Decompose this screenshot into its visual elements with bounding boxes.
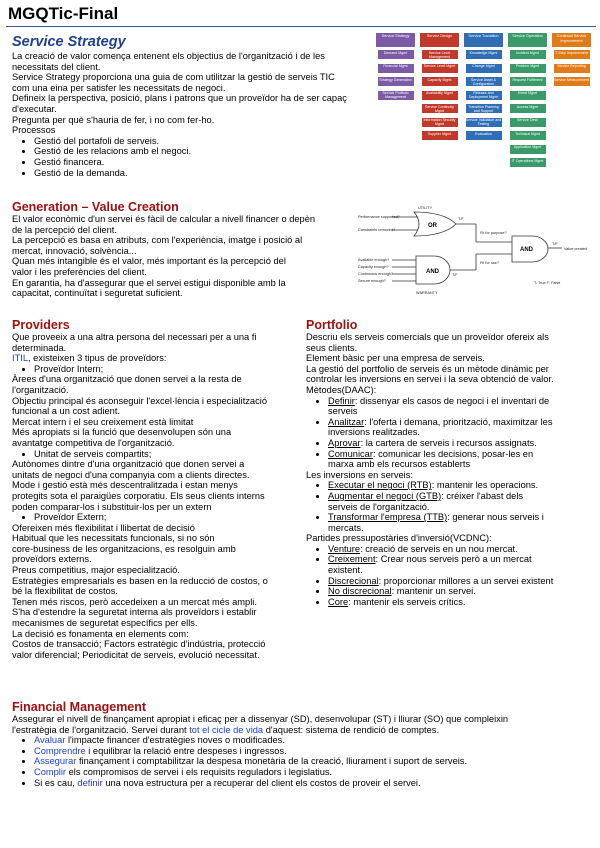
investments-list	[306, 480, 596, 533]
lifecycle-process-box: Supplier Mgmt	[422, 131, 458, 140]
provider-type-1-text	[12, 374, 300, 448]
budget-item-term: No discrecional	[328, 586, 392, 597]
prov-t2-line-3: protegits sota el paraigües corporatiu. Els seus clients interns	[12, 490, 265, 501]
portfolio-section	[306, 318, 596, 607]
gen-line-7: capacitat, continuïtat i seguretat suficient.	[12, 288, 183, 299]
prov-t1-line-6: avantatge competitiva de l'organització.	[12, 437, 175, 448]
port-intro-line-1: seus clients.	[306, 342, 358, 353]
investment-item: • Augmentar el negoci (GTB): créixer l'abast dels serveis de l'organització.	[328, 491, 596, 512]
gen-line-3: mercat, innovació, solvència...	[12, 245, 137, 256]
prov-t3-line-2: core-business de les organitzacions, es resolguin amb	[12, 543, 236, 554]
lifecycle-process-box: Service Level Management	[422, 50, 458, 59]
port-intro-line-4: controlar les inversions en servei i la seva obtenció de valor.	[306, 374, 554, 385]
input-capacity: Capacity enough?	[358, 265, 389, 269]
provider-type-3-text	[12, 523, 300, 661]
lifecycle-process-box: Service Reporting	[554, 64, 590, 73]
itil-line	[12, 353, 300, 364]
lifecycle-column-header: Service Transition	[464, 33, 503, 47]
budget-title: Partides pressupostàries d'inversió(VCDNC):	[306, 533, 492, 544]
fit-for-purpose-label: Fit for purpose?	[480, 231, 507, 235]
budget-item-term: Venture	[328, 543, 361, 554]
provider-type-1	[12, 364, 300, 375]
input-secure: Secure enough?	[358, 279, 386, 283]
lifecycle-process-box: Strategy Generation	[378, 77, 414, 86]
budget-item-term: Creixement	[328, 554, 376, 565]
provider-type-2-label: • Unitat de serveis compartits;	[34, 449, 300, 460]
investments-title: Les inversions en serveis:	[306, 469, 413, 480]
lifecycle-process-box: Service Desk	[510, 118, 546, 127]
lifecycle-process-box: Access Mgmt	[510, 104, 546, 113]
provider-type-2	[12, 449, 300, 460]
port-intro-line-5: Mètodes(DAAC):	[306, 384, 377, 395]
prov-intro-line-1: determinada.	[12, 342, 67, 353]
service-strategy-section	[12, 34, 372, 178]
financial-item: • Assegurar finançament i comptabilitzar la despesa monetària de la creació, lliurament i suport de serveis.	[34, 756, 596, 767]
method-item-term: Aprovar	[328, 437, 361, 448]
providers-heading: Providers	[12, 318, 70, 332]
provider-type-3-label: • Proveïdor Extern;	[34, 512, 300, 523]
lifecycle-process-box: Information Security Mgmt	[422, 118, 458, 127]
financial-line-2-post: d'aquest: sistema de rendició de comptes.	[263, 724, 440, 735]
financial-link[interactable]: Complir	[34, 766, 67, 777]
input-performance: Performance supported?	[358, 215, 400, 219]
investment-item: • Executar el negoci (RTB): mantenir les operacions.	[328, 480, 596, 491]
investment-item-term: Transformar l'empresa (TTB)	[328, 512, 448, 523]
method-item: • Analitzar: l'oferta i demana, priorització, maximitzar les inversions realitzades.	[328, 417, 596, 438]
gen-line-5: valor i les preferències del client.	[12, 266, 147, 277]
fit-for-use-label: Fit for use?	[480, 261, 499, 265]
lifecycle-process-box: Financial Mgmt	[378, 64, 414, 73]
itil-rest: , existeixen 3 tipus de proveïdors:	[28, 353, 167, 364]
warranty-label: WARRANTY	[416, 291, 438, 295]
provider-type-2-text	[12, 459, 300, 512]
financial-line-2	[12, 725, 596, 736]
ss-line-5: d'executar.	[12, 103, 57, 114]
document-title: MGQTic-Final	[8, 4, 119, 23]
ss-line-4: Defineix la perspectiva, posició, plans i patrons que un proveïdor ha de ser capaç	[12, 93, 347, 104]
methods-list	[306, 396, 596, 470]
prov-t3-line-0: Ofereixen més flexibilitat i llibertat de decisió	[12, 522, 195, 533]
prov-t3-line-3: proveïdors externs.	[12, 554, 92, 565]
financial-link[interactable]: Comprendre	[34, 745, 86, 756]
prov-t3-line-5: Estratègies empresarials es basen en la reducció de costos, o	[12, 575, 268, 586]
input-available: Available enough?	[358, 258, 390, 262]
method-item: • Aprovar: la cartera de serveis i recursos assignats.	[328, 438, 596, 449]
lifecycle-process-box: Service Level Mgmt	[422, 64, 458, 73]
ss-line-1: necessitats del client.	[12, 61, 101, 72]
title-rule	[6, 26, 596, 27]
lifecycle-column-header: Service Operation	[508, 33, 547, 47]
lifecycle-process-box: Technical Mgmt	[510, 131, 546, 140]
provider-type-1-label: • Proveïdor Intern;	[34, 364, 300, 375]
prov-t1-line-0: Àrees d'una organització que donen servei a la resta de	[12, 374, 242, 385]
providers-intro	[12, 332, 300, 353]
tf-label-3: T/F	[552, 242, 558, 246]
service-strategy-text	[12, 51, 372, 136]
service-strategy-heading: Service Strategy	[12, 34, 126, 50]
tf-label-1: T/F	[458, 217, 464, 221]
lifecycle-column-header: Service Strategy	[376, 33, 415, 47]
lifecycle-process-box: Service Asset & Configuration	[466, 77, 502, 86]
budget-item: • Core: mantenir els serveis crítics.	[328, 597, 596, 608]
financial-heading: Financial Management	[12, 700, 147, 714]
ss-line-2: Service Strategy proporciona una guia de com utilitzar la gestió de serveis TIC	[12, 72, 335, 83]
ss-line-0: La creació de valor comença entenent els objectius de l'organització i de les	[12, 51, 325, 61]
lifecycle-process-box: IT Operations Mgmt	[510, 158, 546, 167]
lifecycle-process-box: Service Measurement	[554, 77, 590, 86]
prov-t3-line-8: S'ha d'estendre la seguretat interna als proveïdors i establir	[12, 607, 257, 618]
financial-section	[12, 700, 596, 788]
itil-lifecycle-diagram	[376, 33, 596, 175]
value-created-label: Value created	[564, 247, 588, 251]
budget-item: • Creixement: Crear nous serveis però a un mercat existent.	[328, 554, 596, 575]
lifecycle-column-header: Service Design	[420, 33, 459, 47]
and-gate-1-label: AND	[426, 269, 439, 275]
budget-item-term: Core	[328, 596, 349, 607]
lifecycle-process-box: Transition Planning and Support	[466, 104, 502, 113]
prov-t3-line-11: Costos de transacció; Factors estratègic d'indústria, protecció	[12, 639, 266, 650]
prov-t3-line-12: valor diferencial; Periodicitat de serveis, evolució necessitat.	[12, 649, 260, 660]
lifecycle-process-box: Change Mgmt	[466, 64, 502, 73]
lifecycle-link[interactable]: tot el cicle de vida	[189, 724, 264, 735]
process-item: • Gestió financera.	[34, 157, 372, 168]
ss-line-3: com una eina per satisfer les necessitats de negoci.	[12, 82, 226, 93]
prov-t3-line-4: Preus competitius, major especialització.	[12, 565, 180, 576]
financial-item: • Si es cau, definir una nova estructura per a recuperar del client els costos de proveir el servei.	[34, 778, 596, 789]
gen-line-1: de la percepció del client.	[12, 224, 117, 235]
provider-type-3	[12, 512, 300, 523]
port-intro-line-0: Descriu els serveis comercials que un proveïdor ofereix als	[306, 332, 549, 342]
tf-label-2: T/F	[452, 273, 458, 277]
investment-item-term: Executar el negoci (RTB)	[328, 480, 432, 491]
prov-t3-line-7: Tenen més riscos, però accedeixen a un mercat més ampli.	[12, 596, 257, 607]
prov-t1-line-2: Objectiu principal és aconseguir l'excel·lència i especialització	[12, 395, 267, 406]
method-item-term: Comunicar	[328, 448, 373, 459]
lifecycle-process-box: Service Continuity Mgmt	[422, 104, 458, 113]
investment-item-term: Augmentar el negoci (GTB)	[328, 490, 442, 501]
budget-list	[306, 544, 596, 608]
prov-t1-line-1: l'organització.	[12, 384, 69, 395]
ss-line-6: Pregunta per què s'hauria de fer, i no com fer-ho.	[12, 114, 215, 125]
prov-t1-line-4: Mercat intern i el seu creixement està limitat	[12, 416, 194, 427]
prov-t3-line-1: Habitual que les necessitats funcionals, si no són	[12, 533, 215, 544]
lifecycle-process-box: Problem Mgmt	[510, 64, 546, 73]
and-gate-2-label: AND	[520, 247, 533, 253]
processes-list	[12, 136, 372, 178]
generation-text	[12, 214, 362, 299]
financial-list	[12, 735, 596, 788]
providers-section	[12, 318, 300, 660]
generation-heading: Generation – Value Creation	[12, 200, 179, 214]
financial-line-1: Assegurar el nivell de finançament apropiat i eficaç per a dissenyar (SD), desenvolupar (ST) i lliurar (SO) que compleixin	[12, 714, 509, 724]
lifecycle-process-box: Event Mgmt	[510, 91, 546, 100]
prov-t3-line-10: La decisió es fonamenta en elements com:	[12, 628, 189, 639]
input-continuous: Continuous enough?	[358, 272, 394, 276]
investment-item: • Transformar l'empresa (TTB): generar nous serveis i mercats.	[328, 512, 596, 533]
lifecycle-process-box: Demand Mgmt	[378, 50, 414, 59]
financial-line-2-pre: l'estratègia de l'organització. Servei durant	[12, 724, 190, 735]
budget-item-term: Discrecional	[328, 575, 379, 586]
prov-t2-line-4: poden comparar-los i substituir-los per un extern	[12, 501, 212, 512]
method-item: • Comunicar: comunicar les decisions, posar-les en marxa amb els recursos establerts	[328, 449, 596, 470]
lifecycle-column-header: Continual Service Improvement	[552, 33, 591, 47]
prov-t2-line-0: Autònomes dintre d'una organització que donen servei a	[12, 459, 245, 470]
port-intro-line-3: La gestió del portfolio de serveis és un mètode dinàmic per	[306, 363, 549, 374]
tf-legend: T: True F: False	[534, 281, 561, 285]
gen-line-0: El valor econòmic d'un servei és fàcil de calcular a nivell financer o depèn	[12, 214, 316, 224]
budget-item: • Venture: creació de serveis en un nou mercat.	[328, 544, 596, 555]
process-item: • Gestió del portafoli de serveis.	[34, 136, 372, 147]
gen-line-6: En garantia, ha d'assegurar que el servei estigui disponible amb la	[12, 277, 286, 288]
generation-section	[12, 200, 362, 299]
input-constraints: Constraints removed?	[358, 228, 396, 232]
prov-t1-line-5: Més apropiats si la funció que desenvolupen són una	[12, 427, 232, 438]
prov-t2-line-2: Mode i gestió està més descentralitzada i estan menys	[12, 480, 238, 491]
method-item-term: Definir	[328, 395, 355, 406]
financial-link[interactable]: Assegurar	[34, 756, 77, 767]
value-creation-diagram	[356, 204, 596, 296]
financial-link[interactable]: definir	[77, 777, 103, 788]
lifecycle-process-box: Knowledge Mgmt	[466, 50, 502, 59]
prov-t2-line-1: unitats de negoci d'una companyia com a clients directes.	[12, 469, 250, 480]
lifecycle-process-box: 7-Step Improvement	[554, 50, 590, 59]
itil-link[interactable]: ITIL	[12, 353, 29, 364]
financial-item: • Complir els compromisos de servei i els requisits reguladors i legislatius.	[34, 767, 596, 778]
lifecycle-process-box: Service Validation and Testing	[465, 118, 502, 127]
port-intro-line-2: Element bàsic per una empresa de serveis.	[306, 353, 485, 364]
prov-t3-line-6: bé la flexibilitat de costos.	[12, 586, 118, 597]
budget-item: • Discrecional: proporcionar millores a un servei existent	[328, 576, 596, 587]
financial-link[interactable]: Avaluar	[34, 735, 66, 746]
ss-line-7: Processos	[12, 125, 56, 136]
process-item: • Gestió de les relacions amb el negoci.	[34, 146, 372, 157]
lifecycle-process-box: Request Fulfilment	[510, 77, 546, 86]
gen-line-2: La percepció es basa en atributs, com l'experiència, imatge i posició al	[12, 235, 303, 246]
lifecycle-process-box: Service Portfolio Management	[378, 91, 414, 100]
gen-line-4: Quan més intangible és el valor, més important és la percepció del	[12, 256, 286, 267]
prov-t1-line-3: funcional a un cost adient.	[12, 406, 121, 417]
portfolio-heading: Portfolio	[306, 318, 358, 332]
lifecycle-process-box: Release and Deployment Mgmt	[466, 91, 502, 100]
method-item: • Definir: dissenyar els casos de negoci i el inventari de serveis	[328, 396, 596, 417]
method-item-term: Analitzar	[328, 416, 365, 427]
process-item: • Gestió de la demanda.	[34, 168, 372, 179]
lifecycle-process-box: Availability Mgmt	[422, 91, 458, 100]
financial-item: • Comprendre i equilibrar la relació entre despeses i ingressos.	[34, 746, 596, 757]
portfolio-intro	[306, 332, 596, 396]
budget-item: • No discrecional: mantenir un servei.	[328, 586, 596, 597]
lifecycle-process-box: Evaluation	[466, 131, 502, 140]
utility-label: UTILITY	[418, 206, 433, 210]
lifecycle-process-box: Incident Mgmt	[510, 50, 546, 59]
lifecycle-process-box: Application Mgmt	[510, 145, 546, 154]
prov-intro-line-0: Que proveeix a una altra persona del necessari per a una fi	[12, 332, 257, 342]
lifecycle-process-box: Capacity Mgmt	[422, 77, 458, 86]
or-gate-label: OR	[428, 223, 437, 229]
prov-t3-line-9: mecanismes de seguretat específics per ells.	[12, 618, 198, 629]
financial-item: • Avaluar l'impacte financer d'estratègies noves o modificades.	[34, 735, 596, 746]
